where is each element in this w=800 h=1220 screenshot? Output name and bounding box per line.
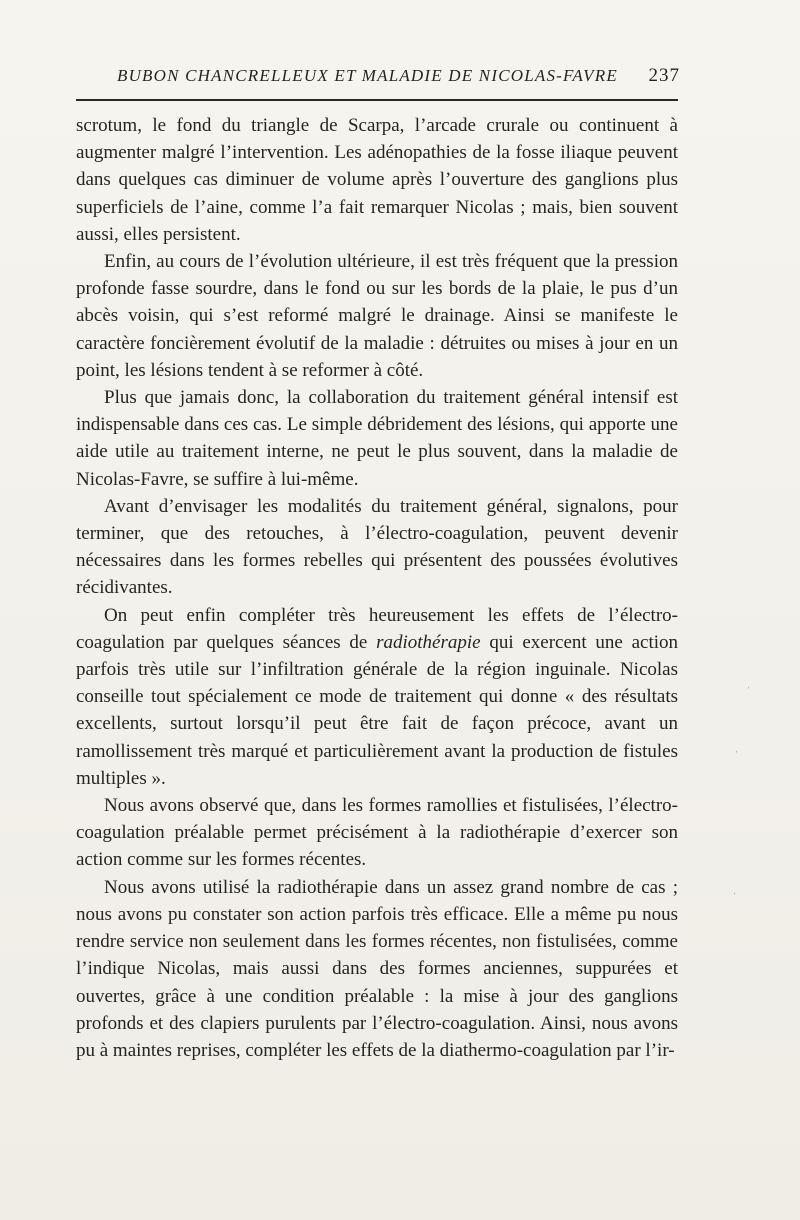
body-text xyxy=(76,112,678,1064)
margin-speck: ˈ xyxy=(733,892,737,903)
running-head xyxy=(75,66,680,94)
paragraph-5-text-after: qui exercent une action parfois très utile sur l’infiltration générale de la région inguinale. Nicolas conseille tout spécialement ce mode de traitement qui donne « des résultats excellents, surtout lorsqu’il peut être fait de façon précoce, avant un ramollissement très marqué et particulièrement avant la production de fistules multiples ». xyxy=(76,631,678,789)
paragraph-5-emphasis: radiothérapie xyxy=(376,631,481,653)
paragraph-1: scrotum, le fond du triangle de Scarpa, l’arcade crurale ou continuent à augmenter malgré l’intervention. Les adénopathies de la fosse iliaque peuvent dans quelques cas diminuer de volume après l’ouverture des ganglions plus superficiels de l’aine, comme l’a fait remarquer Nicolas ; mais, bien souvent aussi, elles persistent. xyxy=(76,115,678,245)
paragraph-2: Enfin, au cours de l’évolution ultérieure, il est très fréquent que la pression profonde fasse sourdre, dans le fond ou sur les bords de la plaie, le pus d’un abcès voisin, qui s’est reformé malgré le drainage. Ainsi se manifeste le caractère foncièrement évolutif de la maladie : détruites ou mises à jour en un point, les lésions tendent à se reformer à côté. xyxy=(76,251,678,381)
page-number: 237 xyxy=(648,65,680,86)
header-rule xyxy=(76,99,678,101)
paragraph-7: Nous avons utilisé la radiothérapie dans un assez grand nombre de cas ; nous avons pu constater son action parfois très efficace. Elle a même pu nous rendre service non seulement dans les formes récentes, non fistulisées, comme l’indique Nicolas, mais aussi dans des formes anciennes, suppurées et ouvertes, grâce à une condition préalable : la mise à jour des ganglions profonds et des clapiers purulents par l’électro-coagulation. Ainsi, nous avons pu à maintes reprises, compléter les effets de la diathermo-coagulation par l’ir- xyxy=(76,876,678,1061)
paragraph-6: Nous avons observé que, dans les formes ramollies et fistulisées, l’électro-coagulation préalable permet précisément à la radiothérapie d’exercer son action comme sur les formes récentes. xyxy=(76,795,678,871)
paragraph-5-text-before: On peut enfin compléter très heureusement les effets de l’électro-coagulation par quelques séances de xyxy=(76,604,678,653)
paragraph-5 xyxy=(76,602,678,792)
paragraph-3: Plus que jamais donc, la collaboration du traitement général intensif est indispensable dans ces cas. Le simple débridement des lésions, qui apporte une aide utile au traitement interne, ne peut le plus souvent, dans la maladie de Nicolas-Favre, se suffire à lui-même. xyxy=(76,387,678,490)
margin-speck: ˈ xyxy=(747,686,751,697)
paragraph-4: Avant d’envisager les modalités du traitement général, signalons, pour terminer, que des retouches, à l’électro-coagulation, peuvent devenir nécessaires dans les formes rebelles qui présentent des poussées évolutives récidivantes. xyxy=(76,495,678,599)
running-title: BUBON CHANCRELLEUX ET MALADIE DE NICOLAS-FAVRE xyxy=(117,66,618,85)
margin-speck: ˌ xyxy=(735,742,739,753)
